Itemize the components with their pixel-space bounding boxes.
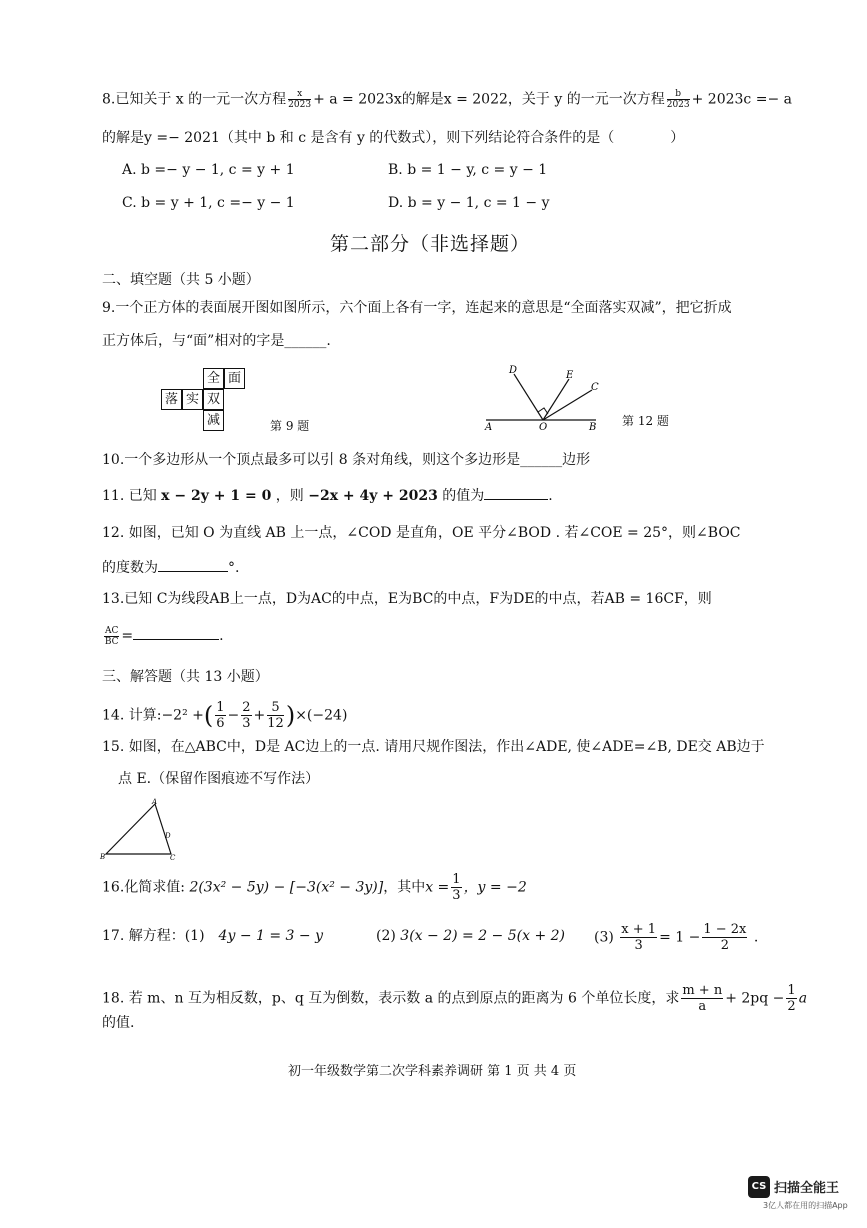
ray-od — [514, 374, 543, 420]
q14-frac2-den: 3 — [242, 716, 251, 731]
label-a: A — [485, 422, 493, 433]
triangle-abc — [106, 804, 171, 854]
q14-minus: − — [227, 707, 240, 724]
q15-line1: 15. 如图，在△ABC中，D是 AC边上的一点. 请用尺规作图法，作出∠ADE, 使∠ADE=∠B, DE交 AB边于 — [102, 739, 765, 755]
tri-label-b: B — [100, 853, 106, 861]
label-e: E — [566, 370, 574, 381]
q13-frac-den: BC — [104, 636, 119, 647]
net-cell-jian: 减 — [203, 410, 224, 431]
part2-title: 第二部分（非选择题） — [330, 233, 531, 255]
q17-eq1: 4y − 1 = 3 − y — [218, 928, 323, 944]
q11-text-c: 的值为 — [442, 488, 485, 504]
q12-answer-blank[interactable] — [158, 557, 228, 572]
q14-text-a: 14. 计算: — [102, 707, 162, 724]
section2-title: 二、填空题（共 5 小题） — [102, 272, 260, 288]
q18-frac1-den: a — [698, 999, 707, 1014]
q16-frac — [451, 872, 461, 903]
triangle-figure — [98, 796, 182, 862]
q12-text-b: °. — [228, 560, 240, 576]
q8-line2: 的解是y =− 2021（其中 b 和 c 是含有 y 的代数式），则下列结论符合条件的是（ ） — [102, 130, 685, 146]
label-o: O — [539, 422, 548, 433]
label-b: B — [589, 422, 597, 433]
q12-text-a: 的度数为 — [102, 560, 158, 576]
q8-text-a: 8.已知关于 x 的一元一次方程 — [102, 91, 287, 108]
q16-text-a: 16.化简求值: — [102, 879, 185, 896]
page-footer: 初一年级数学第二次学科素养调研 第 1 页 共 4 页 — [288, 1064, 577, 1079]
q8-text-c: + 2023c =− a — [691, 91, 792, 108]
q14-frac2-num: 2 — [242, 700, 251, 715]
q12-line1: 12. 如图，已知 O 为直线 AB 上一点，∠COD 是直角，OE 平分∠BOD . 若∠COE = 25°，则∠BOC — [102, 525, 741, 541]
q12-line2 — [102, 557, 239, 578]
label-d: D — [509, 365, 518, 376]
q13-frac-num: AC — [105, 625, 119, 636]
right-angle-mark — [538, 408, 548, 414]
q10-line: 10.一个多边形从一个顶点最多可以引 8 条对角线，则这个多边形是______边形 — [102, 452, 591, 468]
watermark-name: 扫描全能王 — [774, 1181, 840, 1196]
q11-end: . — [548, 488, 553, 504]
q17-part3 — [594, 922, 758, 953]
q14-paren-open: ( — [203, 701, 214, 730]
q14-frac2 — [241, 700, 251, 731]
q17-frac1-den: 3 — [634, 938, 643, 953]
q16-line — [102, 872, 527, 903]
net-cell-shi: 实 — [182, 389, 203, 410]
q17-part2 — [376, 926, 565, 946]
q17-part1 — [102, 926, 323, 946]
q8-frac1-num: x — [288, 89, 311, 100]
q11-line — [102, 485, 553, 506]
q11-answer-blank[interactable] — [484, 485, 548, 500]
q16-text-b: ，其中 — [383, 879, 426, 896]
q8-frac2-den: 2023 — [666, 100, 690, 110]
q14-frac3 — [267, 700, 284, 731]
q8-text-b: + a = 2023x的解是x = 2022，关于 y 的一元一次方程 — [313, 91, 665, 108]
q14-plus: + — [253, 707, 266, 724]
q18-tail: a — [798, 990, 808, 1007]
net-cell-quan: 全 — [203, 368, 224, 389]
q17-text-b: (2) — [376, 928, 396, 944]
q18-mid: + 2pq − — [725, 990, 785, 1007]
q13-eq: = — [121, 628, 134, 644]
q17-text-c: (3) — [594, 929, 614, 946]
ray-oe — [543, 379, 569, 420]
q14-frac1-den: 6 — [216, 716, 225, 731]
q16-frac-num: 1 — [452, 872, 461, 887]
q11-text-a: 11. 已知 — [102, 488, 157, 504]
q13-frac — [104, 626, 119, 647]
q14-frac1-num: 1 — [216, 700, 225, 715]
q14-line — [102, 700, 347, 731]
q8-option-b: B. b = 1 − y, c = y − 1 — [388, 162, 548, 178]
q12-caption: 第 12 题 — [622, 414, 669, 428]
q11-expr1: x − 2y + 1 = 0 — [161, 488, 272, 504]
q11-expr2: −2x + 4y + 2023 — [308, 488, 438, 504]
q8-line1 — [102, 89, 792, 110]
q18-line1 — [102, 983, 807, 1014]
q18-frac2 — [786, 983, 796, 1014]
q17-eq2: 3(x − 2) = 2 − 5(x + 2) — [400, 928, 565, 944]
camscanner-logo-icon: CS — [748, 1176, 770, 1198]
q17-mid: = 1 − — [659, 929, 701, 946]
net-cell-shuang: 双 — [203, 389, 224, 410]
q13-answer-blank[interactable] — [133, 625, 219, 640]
q8-option-c: C. b = y + 1, c =− y − 1 — [122, 195, 295, 211]
q13-end: . — [219, 628, 224, 644]
q18-line2: 的值. — [102, 1015, 135, 1031]
q16-y: ，y = −2 — [463, 879, 527, 896]
q14-term1: −2² + — [161, 707, 204, 724]
q15-line2: 点 E.（保留作图痕迹不写作法） — [118, 771, 320, 787]
q18-frac2-num: 1 — [787, 983, 796, 998]
net-cell-mian: 面 — [224, 368, 245, 389]
q17-text-a: 17. 解方程：(1) — [102, 928, 205, 944]
q8-frac1 — [288, 89, 311, 110]
q16-expr: 2(3x² − 5y) − [−3(x² − 3y)] — [189, 879, 384, 896]
q16-frac-den: 3 — [452, 888, 461, 903]
q8-option-d: D. b = y − 1, c = 1 − y — [388, 195, 550, 211]
q11-text-b: ，则 — [275, 488, 304, 504]
q14-frac3-den: 12 — [267, 716, 284, 731]
q13-line1: 13.已知 C为线段AB上一点，D为AC的中点，E为BC的中点，F为DE的中点，若AB = 16CF，则 — [102, 591, 712, 607]
q14-term-end: ×(−24) — [295, 707, 348, 724]
q14-frac1 — [215, 700, 225, 731]
q18-frac2-den: 2 — [787, 999, 796, 1014]
ray-oc — [543, 390, 592, 420]
q16-x: x = — [425, 879, 450, 896]
q14-paren-close: ) — [285, 701, 296, 730]
q17-frac2 — [702, 922, 747, 953]
q18-frac1 — [681, 983, 723, 1014]
tri-label-c: C — [170, 854, 176, 862]
q9-line2: 正方体后，与“面”相对的字是______. — [102, 333, 331, 349]
section3-title: 三、解答题（共 13 小题） — [102, 669, 269, 685]
q17-frac2-den: 2 — [720, 938, 729, 953]
q17-frac2-num: 1 − 2x — [703, 922, 747, 937]
q8-frac2-num: b — [667, 89, 690, 100]
watermark-subtitle: 3亿人都在用的扫描App — [763, 1201, 848, 1210]
q17-frac1 — [620, 922, 657, 953]
q18-text: 18. 若 m、n 互为相反数，p、q 互为倒数，表示数 a 的点到原点的距离为 6 个单位长度，求 — [102, 990, 680, 1007]
q9-caption: 第 9 题 — [270, 419, 310, 433]
q14-frac3-num: 5 — [267, 700, 284, 716]
q17-frac1-num: x + 1 — [621, 922, 657, 937]
tri-label-a: A — [152, 798, 158, 806]
q17-end: . — [753, 929, 759, 946]
q9-line1: 9.一个正方体的表面展开图如图所示，六个面上各有一字，连起来的意思是“全面落实双减”，把它折成 — [102, 300, 732, 316]
q8-frac2 — [667, 89, 690, 110]
q13-line2 — [102, 625, 224, 647]
q18-frac1-num: m + n — [682, 983, 723, 998]
figure-12 — [478, 360, 608, 435]
tri-label-d: D — [165, 832, 171, 840]
label-c: C — [591, 382, 599, 393]
q8-option-a: A. b =− y − 1, c = y + 1 — [122, 162, 295, 178]
q8-frac1-den: 2023 — [288, 100, 312, 110]
net-cell-luo: 落 — [161, 389, 182, 410]
